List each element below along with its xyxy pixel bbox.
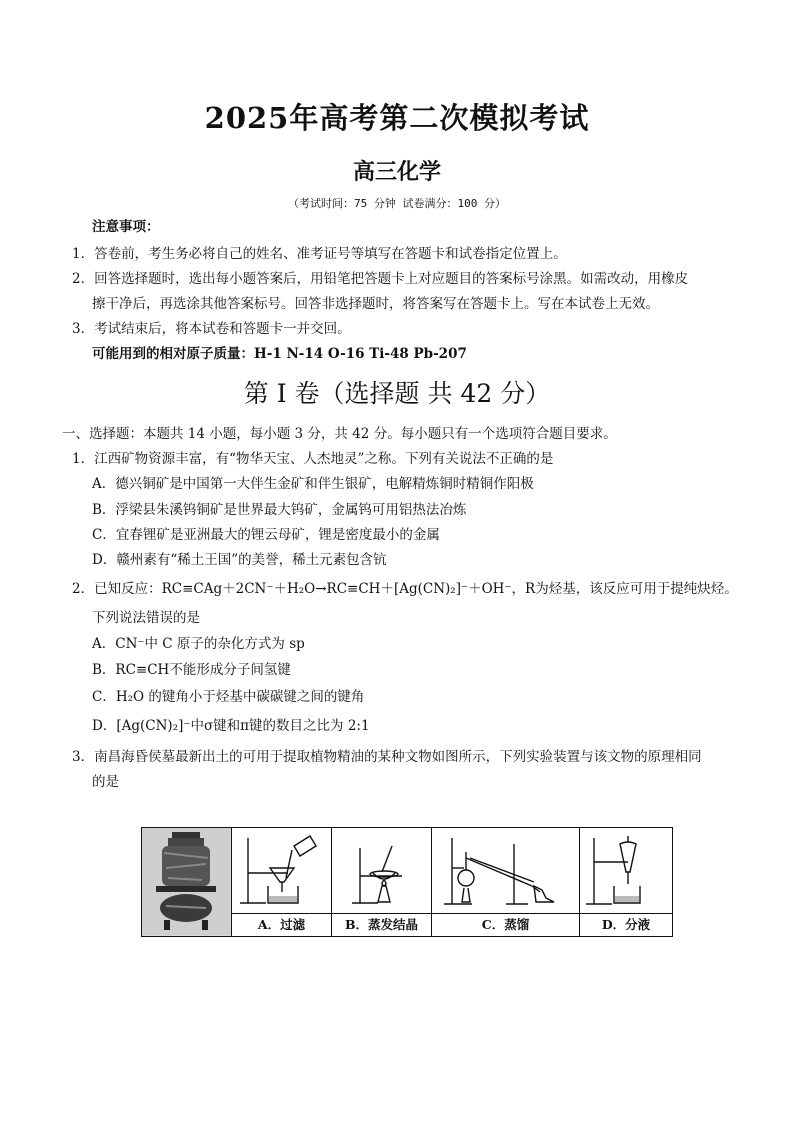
question-option: B．RC≡CH不能形成分子间氢键 xyxy=(92,662,291,678)
note-item: 1．答卷前，考生务必将自己的姓名、准考证号等填写在答题卡和试卷指定位置上。 xyxy=(72,246,567,262)
apparatus-distillation xyxy=(432,828,580,936)
question-option: C．H₂O 的键角小于烃基中碳碳键之间的键角 xyxy=(92,689,365,705)
question-stem-continuation: 的是 xyxy=(92,774,119,790)
apparatus-filtration xyxy=(232,828,332,936)
question-option: B．浮梁县朱溪钨铜矿是世界最大钨矿，金属钨可用铝热法冶炼 xyxy=(92,502,467,518)
atomic-masses: 可能用到的相对原子质量：H-1 N-14 O-16 Ti-48 Pb-207 xyxy=(92,346,467,362)
note-item: 擦干净后，再选涂其他答案标号。回答非选择题时，将答案写在答题卡上。写在本试卷上无效。 xyxy=(92,296,659,312)
figure-caption-c: C．蒸馏 xyxy=(432,913,579,936)
section-title: 第 I 卷（选择题 共 42 分） xyxy=(243,379,551,408)
note-item: 3．考试结束后，将本试卷和答题卡一并交回。 xyxy=(72,321,351,337)
question-option: A．CN⁻中 C 原子的杂化方式为 sp xyxy=(92,636,305,652)
apparatus-separation xyxy=(580,828,672,936)
artifact-vessel-image xyxy=(142,828,230,935)
question-option: D．[Ag(CN)₂]⁻中σ键和π键的数目之比为 2:1 xyxy=(92,718,370,734)
question-option: A．德兴铜矿是中国第一大伴生金矿和伴生银矿，电解精炼铜时精铜作阳极 xyxy=(92,476,534,492)
question-stem: 2．已知反应：RC≡CAg＋2CN⁻＋H₂O→RC≡CH＋[Ag(CN)₂]⁻＋OH⁻，R为烃基，该反应可用于提纯炔烃。 xyxy=(72,581,738,597)
artifact-photo xyxy=(142,828,232,936)
note-item: 2．回答选择题时，选出每小题答案后，用铅笔把答题卡上对应题目的答案标号涂黑。如需改动，用橡皮 xyxy=(72,271,689,287)
notes-heading: 注意事项： xyxy=(92,219,160,235)
filtration-diagram xyxy=(232,828,330,913)
separation-diagram xyxy=(580,828,670,913)
question-option: D．赣州素有“稀土王国”的美誉，稀土元素包含钪 xyxy=(92,552,387,568)
figure-caption-a: A．过滤 xyxy=(232,913,331,936)
question-option: C．宜春锂矿是亚洲最大的锂云母矿，锂是密度最小的金属 xyxy=(92,527,440,543)
distillation-diagram xyxy=(432,828,578,913)
section-instructions: 一、选择题：本题共 14 小题，每小题 3 分，共 42 分。每小题只有一个选项符合题目要求。 xyxy=(62,426,617,442)
exam-subtitle: 高三化学 xyxy=(352,159,441,185)
question-stem: 3．南昌海昏侯墓最新出土的可用于提取植物精油的某种文物如图所示，下列实验装置与该文物的原理相同 xyxy=(72,749,702,765)
apparatus-figure xyxy=(141,827,673,937)
exam-meta: （考试时间：75 分钟 试卷满分：100 分） xyxy=(288,197,506,210)
evaporation-diagram xyxy=(332,828,430,913)
apparatus-evaporation xyxy=(332,828,432,936)
figure-caption-b: B．蒸发结晶 xyxy=(332,913,431,936)
exam-title: 2025年高考第二次模拟考试 xyxy=(204,101,590,135)
question-stem-continuation: 下列说法错误的是 xyxy=(92,610,200,626)
question-stem: 1．江西矿物资源丰富，有“物华天宝、人杰地灵”之称。下列有关说法不正确的是 xyxy=(72,451,554,467)
figure-caption-d: D．分液 xyxy=(580,913,672,936)
